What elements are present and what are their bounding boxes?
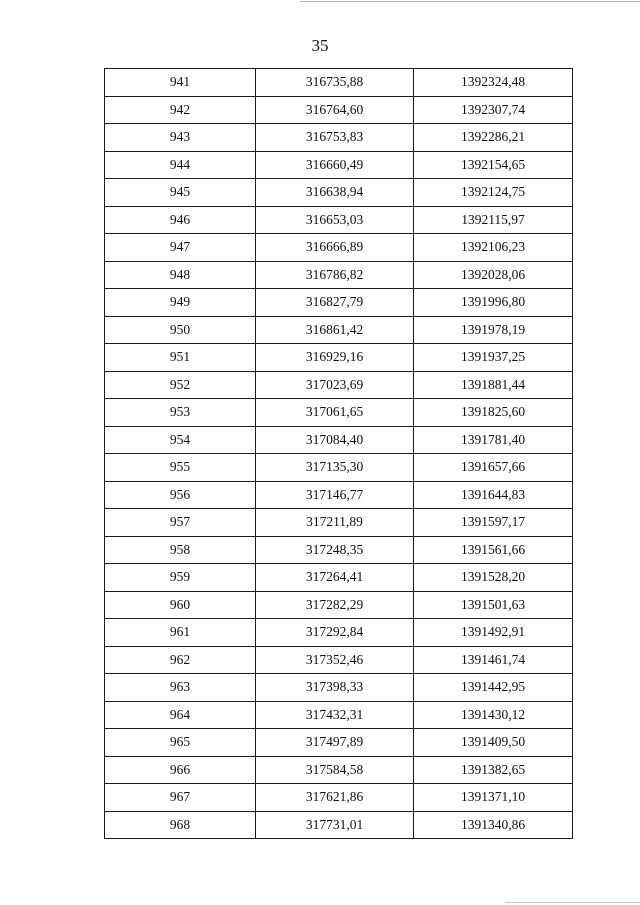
x-coordinate-cell: 316638,94 [256, 179, 414, 207]
y-coordinate-cell: 1391881,44 [414, 371, 573, 399]
x-coordinate-cell: 316929,16 [256, 344, 414, 372]
x-coordinate-cell: 316786,82 [256, 261, 414, 289]
table-row [105, 564, 573, 592]
x-coordinate-cell: 317398,33 [256, 674, 414, 702]
table-row [105, 234, 573, 262]
y-coordinate-cell: 1391781,40 [414, 426, 573, 454]
point-number-cell: 959 [105, 564, 256, 592]
point-number-cell: 960 [105, 591, 256, 619]
point-number-cell: 949 [105, 289, 256, 317]
x-coordinate-cell: 317282,29 [256, 591, 414, 619]
table-row [105, 371, 573, 399]
table-row [105, 454, 573, 482]
x-coordinate-cell: 317584,58 [256, 756, 414, 784]
y-coordinate-cell: 1392106,23 [414, 234, 573, 262]
point-number-cell: 963 [105, 674, 256, 702]
coordinates-table-body [105, 69, 573, 839]
y-coordinate-cell: 1391409,50 [414, 729, 573, 757]
table-row [105, 481, 573, 509]
x-coordinate-cell: 317731,01 [256, 811, 414, 839]
scan-edge-line-top [300, 1, 640, 2]
x-coordinate-cell: 317135,30 [256, 454, 414, 482]
coordinates-table [104, 68, 573, 839]
table-row [105, 729, 573, 757]
x-coordinate-cell: 317023,69 [256, 371, 414, 399]
y-coordinate-cell: 1391644,83 [414, 481, 573, 509]
y-coordinate-cell: 1391371,10 [414, 784, 573, 812]
x-coordinate-cell: 317497,89 [256, 729, 414, 757]
y-coordinate-cell: 1391501,63 [414, 591, 573, 619]
point-number-cell: 954 [105, 426, 256, 454]
table-row [105, 426, 573, 454]
table-row [105, 509, 573, 537]
table-row [105, 316, 573, 344]
x-coordinate-cell: 317211,89 [256, 509, 414, 537]
table-row [105, 124, 573, 152]
table-row [105, 646, 573, 674]
point-number-cell: 961 [105, 619, 256, 647]
y-coordinate-cell: 1391825,60 [414, 399, 573, 427]
point-number-cell: 952 [105, 371, 256, 399]
y-coordinate-cell: 1391442,95 [414, 674, 573, 702]
y-coordinate-cell: 1392307,74 [414, 96, 573, 124]
x-coordinate-cell: 317621,86 [256, 784, 414, 812]
x-coordinate-cell: 316660,49 [256, 151, 414, 179]
y-coordinate-cell: 1391937,25 [414, 344, 573, 372]
y-coordinate-cell: 1391528,20 [414, 564, 573, 592]
y-coordinate-cell: 1391657,66 [414, 454, 573, 482]
point-number-cell: 955 [105, 454, 256, 482]
point-number-cell: 958 [105, 536, 256, 564]
point-number-cell: 968 [105, 811, 256, 839]
x-coordinate-cell: 316764,60 [256, 96, 414, 124]
x-coordinate-cell: 317264,41 [256, 564, 414, 592]
x-coordinate-cell: 317061,65 [256, 399, 414, 427]
table-row [105, 206, 573, 234]
x-coordinate-cell: 317292,84 [256, 619, 414, 647]
table-row [105, 784, 573, 812]
x-coordinate-cell: 316666,89 [256, 234, 414, 262]
y-coordinate-cell: 1392154,65 [414, 151, 573, 179]
x-coordinate-cell: 317248,35 [256, 536, 414, 564]
table-row [105, 701, 573, 729]
table-row [105, 756, 573, 784]
point-number-cell: 957 [105, 509, 256, 537]
y-coordinate-cell: 1391597,17 [414, 509, 573, 537]
y-coordinate-cell: 1392324,48 [414, 69, 573, 97]
page-number: 35 [311, 36, 329, 55]
y-coordinate-cell: 1391461,74 [414, 646, 573, 674]
x-coordinate-cell: 316735,88 [256, 69, 414, 97]
y-coordinate-cell: 1391561,66 [414, 536, 573, 564]
table-row [105, 591, 573, 619]
x-coordinate-cell: 317432,31 [256, 701, 414, 729]
y-coordinate-cell: 1391492,91 [414, 619, 573, 647]
table-row [105, 619, 573, 647]
table-row [105, 344, 573, 372]
point-number-cell: 946 [105, 206, 256, 234]
table-row [105, 261, 573, 289]
x-coordinate-cell: 317084,40 [256, 426, 414, 454]
point-number-cell: 964 [105, 701, 256, 729]
x-coordinate-cell: 316653,03 [256, 206, 414, 234]
table-row [105, 69, 573, 97]
point-number-cell: 950 [105, 316, 256, 344]
point-number-cell: 948 [105, 261, 256, 289]
point-number-cell: 947 [105, 234, 256, 262]
y-coordinate-cell: 1391430,12 [414, 701, 573, 729]
x-coordinate-cell: 316753,83 [256, 124, 414, 152]
point-number-cell: 966 [105, 756, 256, 784]
x-coordinate-cell: 316827,79 [256, 289, 414, 317]
y-coordinate-cell: 1391382,65 [414, 756, 573, 784]
point-number-cell: 962 [105, 646, 256, 674]
x-coordinate-cell: 317352,46 [256, 646, 414, 674]
point-number-cell: 953 [105, 399, 256, 427]
y-coordinate-cell: 1392124,75 [414, 179, 573, 207]
table-row [105, 674, 573, 702]
point-number-cell: 945 [105, 179, 256, 207]
y-coordinate-cell: 1392028,06 [414, 261, 573, 289]
y-coordinate-cell: 1391996,80 [414, 289, 573, 317]
table-row [105, 811, 573, 839]
scan-edge-line-bottom [505, 902, 640, 903]
x-coordinate-cell: 316861,42 [256, 316, 414, 344]
y-coordinate-cell: 1391978,19 [414, 316, 573, 344]
point-number-cell: 967 [105, 784, 256, 812]
x-coordinate-cell: 317146,77 [256, 481, 414, 509]
table-row [105, 151, 573, 179]
table-row [105, 289, 573, 317]
point-number-cell: 951 [105, 344, 256, 372]
point-number-cell: 956 [105, 481, 256, 509]
point-number-cell: 944 [105, 151, 256, 179]
y-coordinate-cell: 1391340,86 [414, 811, 573, 839]
point-number-cell: 943 [105, 124, 256, 152]
table-row [105, 179, 573, 207]
y-coordinate-cell: 1392115,97 [414, 206, 573, 234]
point-number-cell: 942 [105, 96, 256, 124]
table-row [105, 399, 573, 427]
y-coordinate-cell: 1392286,21 [414, 124, 573, 152]
table-row [105, 96, 573, 124]
table-row [105, 536, 573, 564]
point-number-cell: 941 [105, 69, 256, 97]
point-number-cell: 965 [105, 729, 256, 757]
